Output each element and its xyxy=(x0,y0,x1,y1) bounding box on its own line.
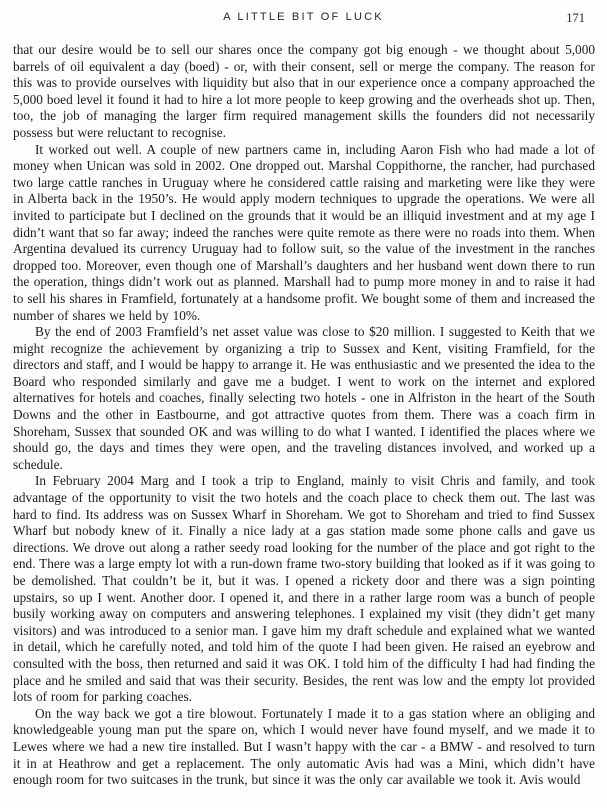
body-paragraph: On the way back we got a tire blowout. Fortunately I made it to a gas station where an obliging and knowledgeable young man put the spare on, which I would never have found myself, and we made it to Lewes where we had a new tire installed. But I wasn’t happy with the car - a BMW - and resolved to turn it in at Heathrow and get a replacement. The only automatic Avis had was a Mini, which didn’t have enough room for two suitcases in the trunk, but since it was the only car available we took it. Avis would xyxy=(13,705,595,788)
body-paragraph: By the end of 2003 Framfield’s net asset value was close to $20 million. I suggested to Keith that we might recognize the achievement by organizing a trip to Sussex and Kent, visiting Framfield, for the directors and staff, and I would be happy to arrange it. He was enthusiastic and we presented the idea to the Board who responded similarly and gave me a budget. I went to work on the internet and explored alternatives for hotels and coaches, finally selecting two hotels - one in Alfriston in the heart of the South Downs and the other in Eastbourne, and got attractive quotes from them. There was a coach firm in Shoreham, Sussex that sounded OK and was willing to do what I wanted. I identified the places where we should go, the days and times they were open, and the traveling distances involved, and worked up a schedule. xyxy=(13,324,595,472)
body-paragraph: In February 2004 Marg and I took a trip to England, mainly to visit Chris and family, and took advantage of the opportunity to visit the two hotels and the coach place to check them out. The last was hard to find. Its address was on Sussex Wharf in Shoreham. We got to Shoreham and tried to find Sussex Wharf but nobody knew of it. Finally a nice lady at a gas station made some phone calls and gave us directions. We drove out along a rather seedy road looking for the number of the place and got right to the end. There was a large empty lot with a run-down frame two-story building that looked as if it was going to be demolished. That couldn’t be it, but it was. I opened a rickety door and there was a sign pointing upstairs, so up I went. Another door. I opened it, and there in a rather large room was a bunch of people busily working away on computers and answering telephones. I explained my visit (they didn’t get many visitors) and was introduced to a senior man. I gave him my draft schedule and explained what we wanted in detail, which he carefully noted, and told him of the quote I had been given. He raised an eyebrow and consulted with the boss, then returned and said it was OK. I told him of the difficulty I had had finding the place and he smiled and said that was their security. Besides, the rent was low and the empty lot provided lots of room for parking coaches. xyxy=(13,473,595,705)
page-number: 171 xyxy=(566,11,585,25)
running-header xyxy=(0,11,607,27)
body-paragraph: It worked out well. A couple of new partners came in, including Aaron Fish who had made a lot of money when Unican was sold in 2002. One dropped out. Marshal Coppithorne, the rancher, had purchased two large cattle ranches in Uruguay where he considered cattle raising and marketing were like they were in Alberta back in the 1950’s. He would apply modern techniques to upgrade the operations. We were all invited to participate but I declined on the grounds that it would be an illiquid investment and at my age I didn’t want that so far away; indeed the ranches were quite remote as there were no roads into them. When Argentina devalued its currency Uruguay had to follow suit, so the value of the investment in the ranches dropped too. Moreover, even though one of Marshall’s daughters and her husband went down there to run the operation, things didn’t work out as planned. Marshall had to pump more money in and to raise it had to sell his shares in Framfield, fortunately at a handsome profit. We bought some of them and increased the number of shares we held by 10%. xyxy=(13,141,595,323)
body-text xyxy=(13,42,595,789)
body-paragraph: that our desire would be to sell our shares once the company got big enough - we thought about 5,000 barrels of oil equivalent a day (boed) - or, with their consent, sell or merge the company. The reason for this was to provide ourselves with liquidity but also that in our experience once a company approached the 5,000 boed level it found it had to hire a lot more people to keep growing and the overheads shot up. Then, too, the job of managing the larger firm required management skills the founders did not necessarily possess but were reluctant to recognise. xyxy=(13,42,595,140)
running-header-title: A LITTLE BIT OF LUCK xyxy=(223,11,384,23)
